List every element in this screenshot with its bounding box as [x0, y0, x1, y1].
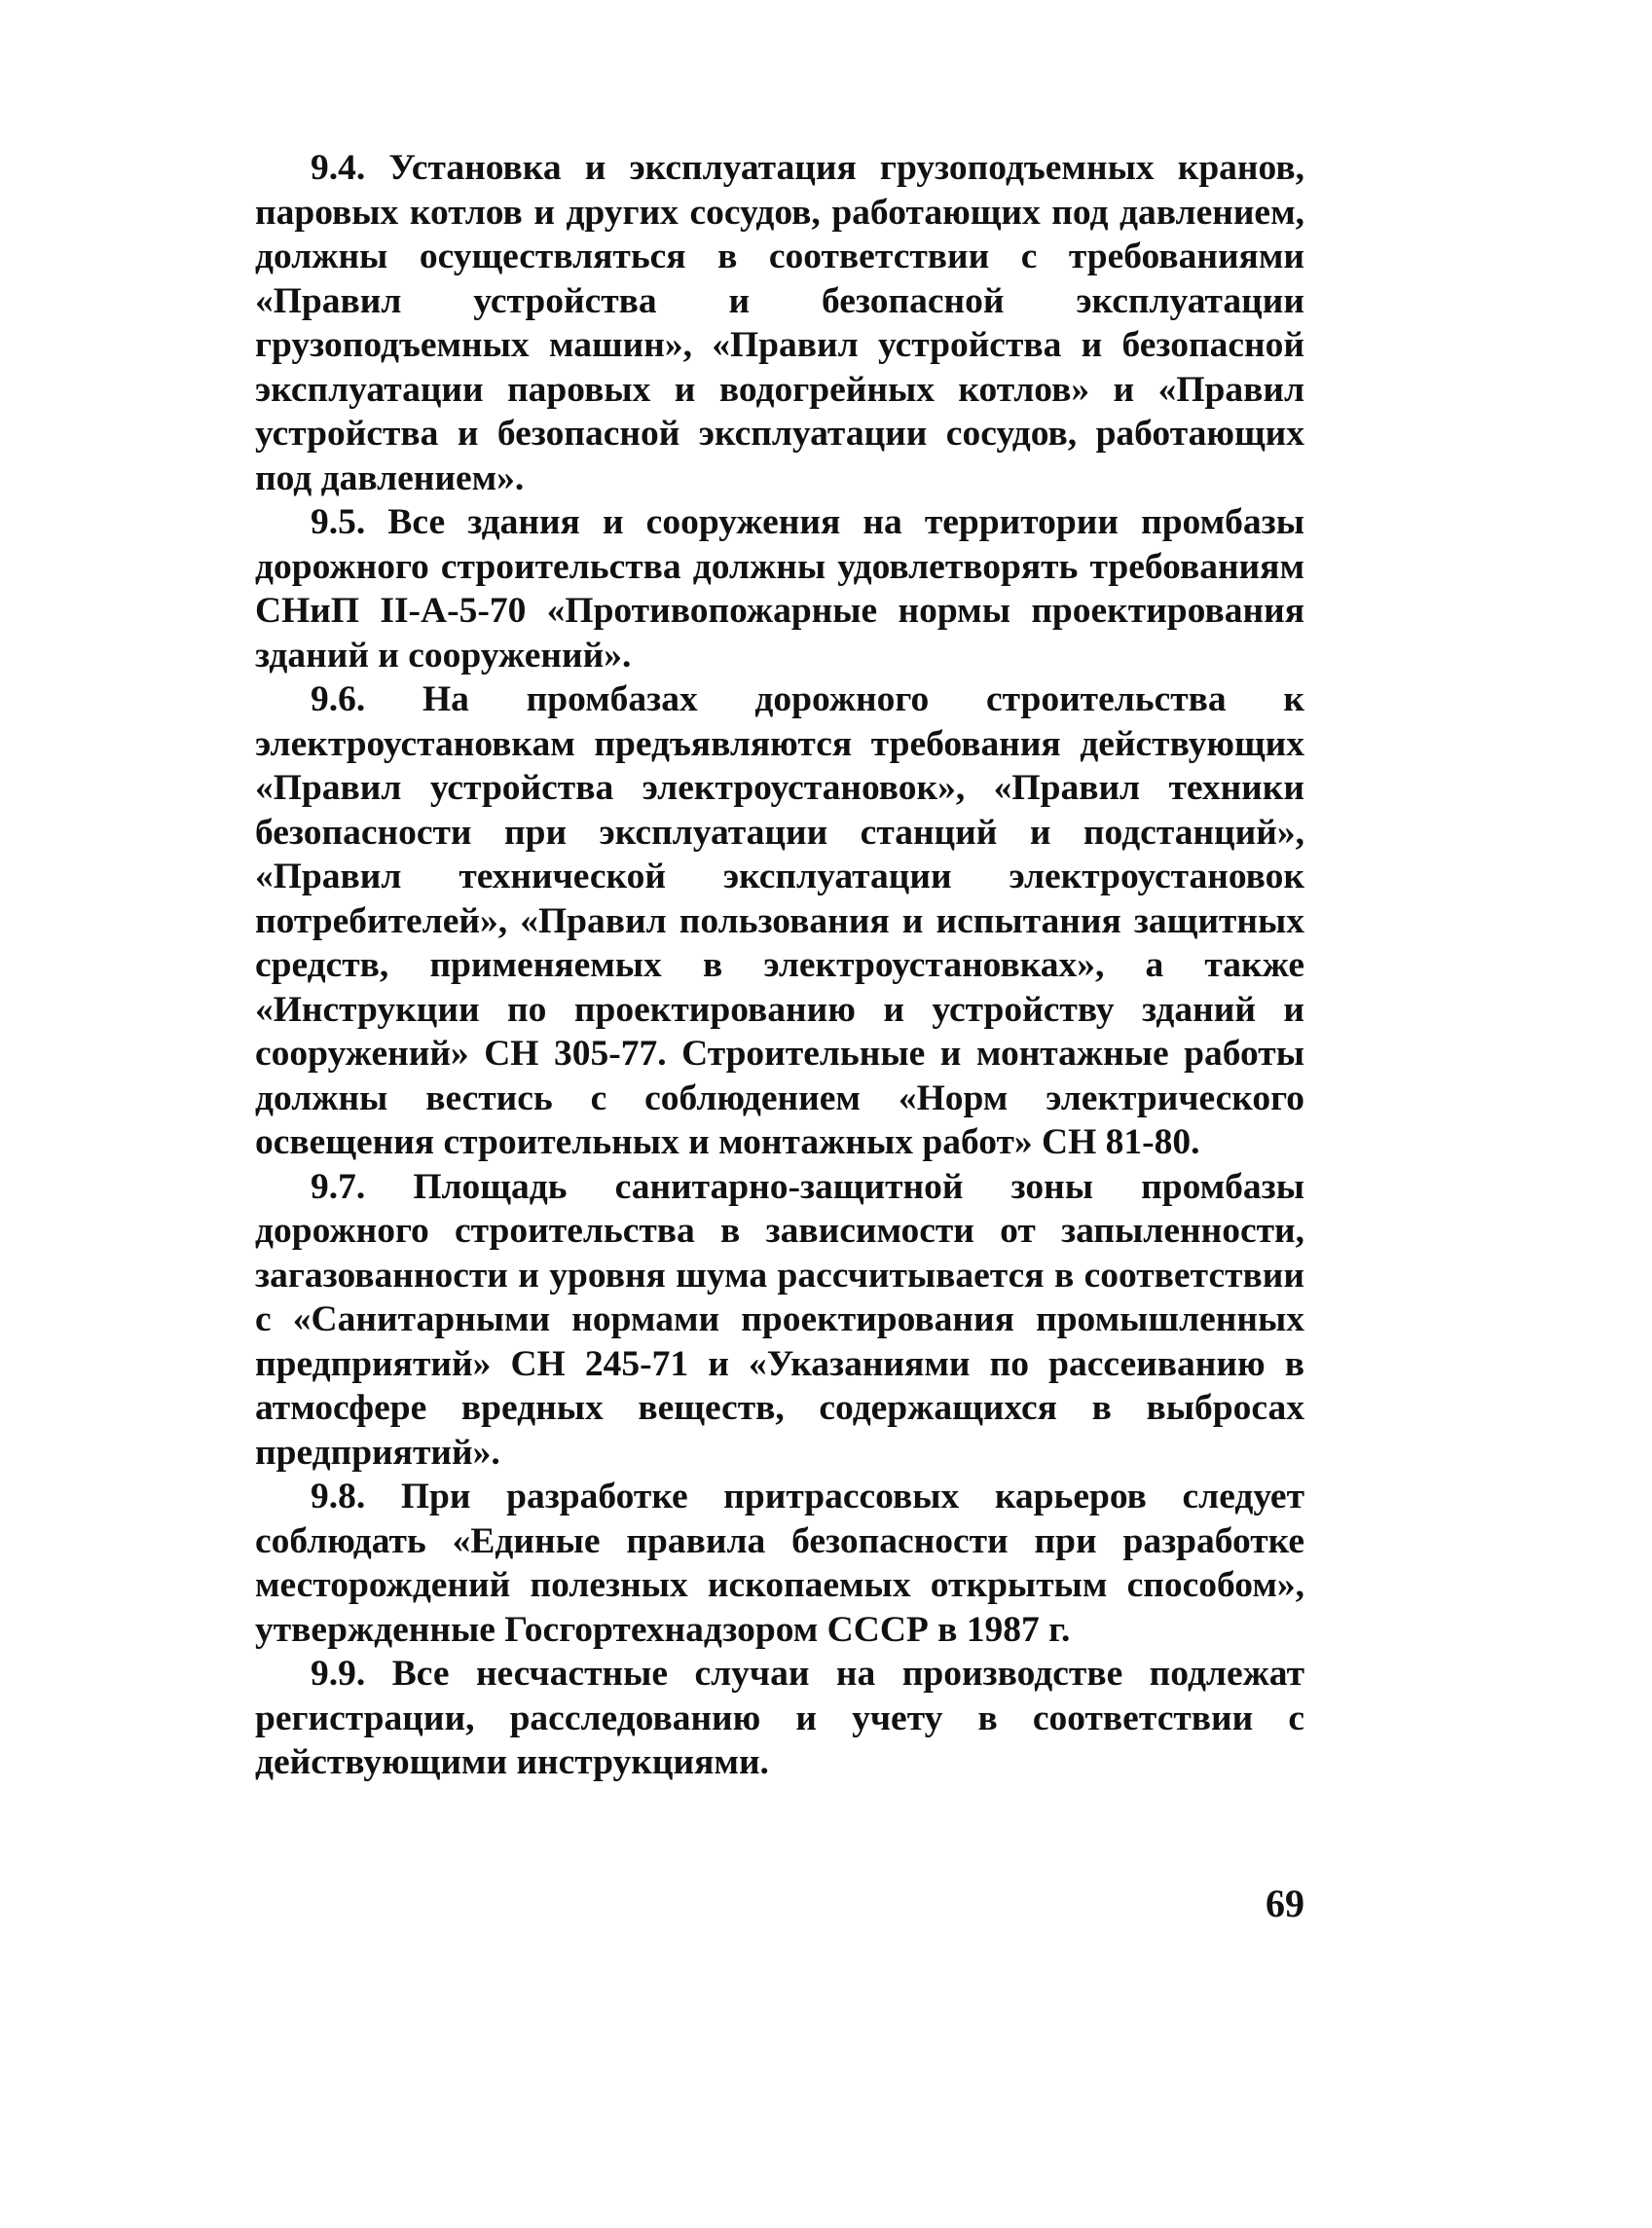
paragraph-9-4: 9.4. Установка и эксплуатация грузоподъемных кранов, паровых котлов и других сосудов, работающих под давлением, должны осуществляться в соответствии с требованиями «Правил устройства и безопасной эксплуатации грузоподъемных машин», «Правил устройства и безопасной эксплуатации паровых и водогрейных котлов» и «Правил устройства и безопасной эксплуатации сосудов, работающих под давлением».: [255, 148, 1304, 498]
paragraph-9-9: 9.9. Все несчастные случаи на производстве подлежат регистрации, расследованию и учету в соответствии с действующими инструкциями.: [255, 1654, 1304, 1782]
paragraph-9-7: 9.7. Площадь санитарно-защитной зоны промбазы дорожного строительства в зависимости от запыленности, загазованности и уровня шума рассчитывается в соответствии с «Санитарными нормами проектирования промышленных предприятий» СН 245-71 и «Указаниями по рассеиванию в атмосфере вредных веществ, содержащихся в выбросах предприятий».: [255, 1166, 1304, 1473]
paragraph-9-6: 9.6. На промбазах дорожного строительства к электроустановкам предъявляются требования действующих «Правил устройства электроустановок», «Правил техники безопасности при эксплуатации станций и подстанций», «Правил технической эксплуатации электроустановок потребителей», «Правил пользования и испытания защитных средств, применяемых в электроустановках», а также «Инструкции по проектированию и устройству зданий и сооружений» СН 305-77. Строительные и монтажные работы должны вестись с соблюдением «Норм электрического освещения строительных и монтажных работ» СН 81-80.: [255, 679, 1304, 1162]
body-text: [255, 146, 1304, 1785]
paragraph-9-5: 9.5. Все здания и сооружения на территории промбазы дорожного строительства должны удовлетворять требованиям СНиП II-А-5-70 «Противопожарные нормы проектирования зданий и сооружений».: [255, 502, 1304, 676]
page-number: 69: [1266, 1881, 1304, 1925]
paragraph-9-8: 9.8. При разработке притрассовых карьеров следует соблюдать «Единые правила безопасности при разработке месторождений полезных ископаемых открытым способом», утвержденные Госгортехнадзором СССР в 1987 г.: [255, 1477, 1304, 1650]
